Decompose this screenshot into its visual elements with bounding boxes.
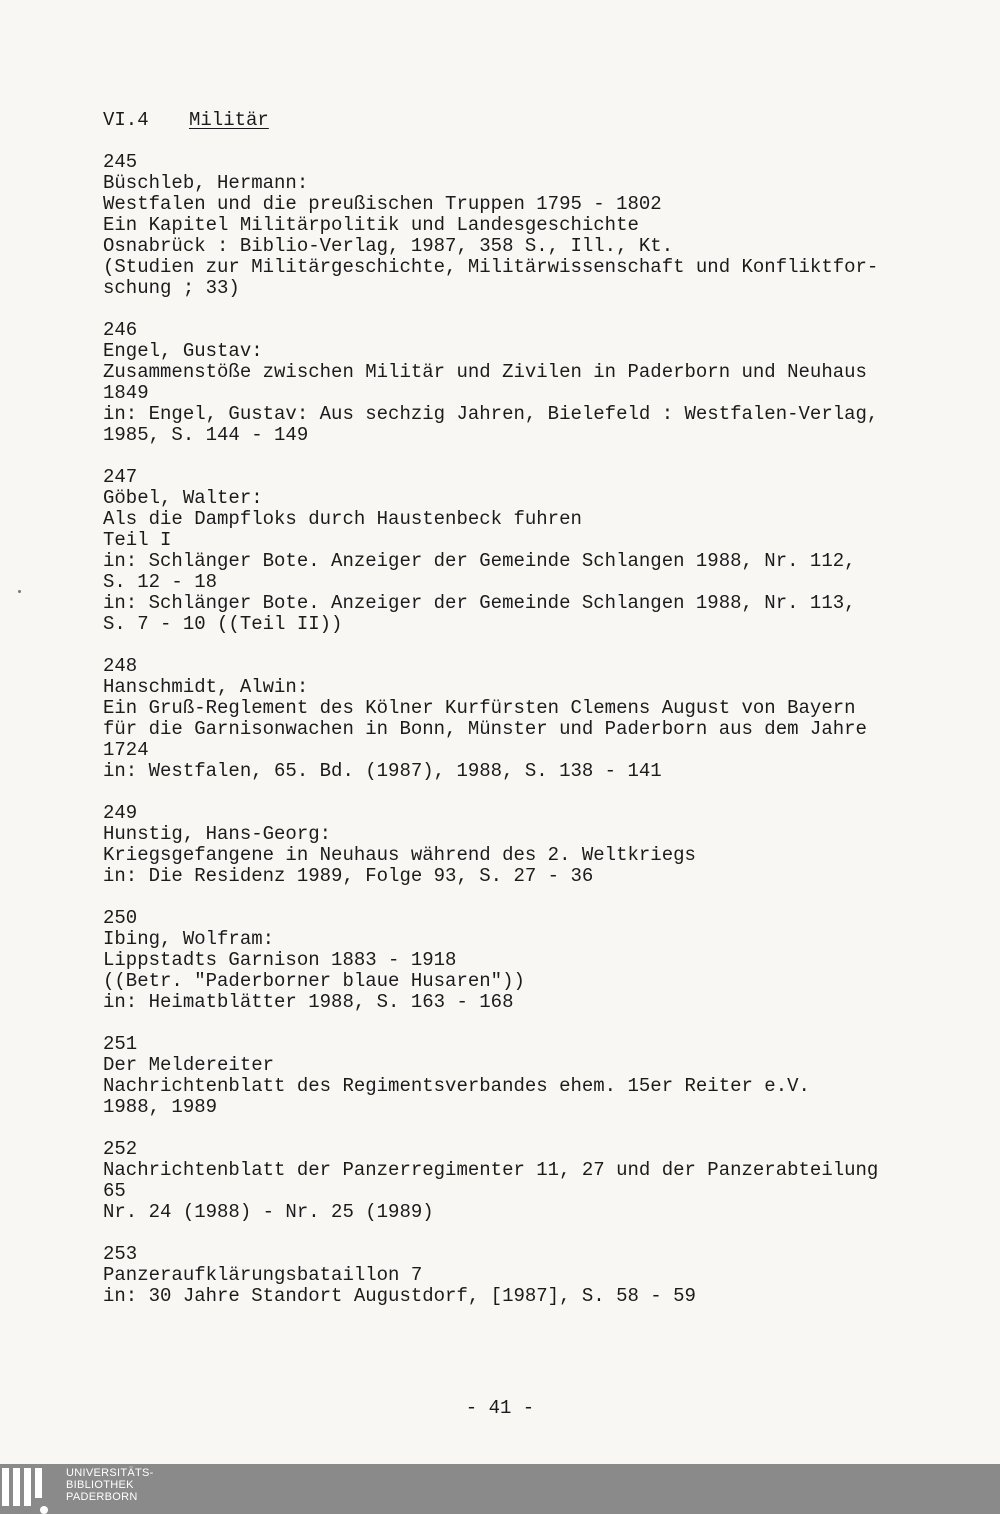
- entry-number: 253: [103, 1243, 138, 1265]
- entry-line: S. 12 - 18: [103, 571, 218, 593]
- entry-line: Ein Kapitel Militärpolitik und Landesgeschichte: [103, 214, 639, 236]
- entry-line: Zusammenstöße zwischen Militär und Zivilen in Paderborn und Neuhaus: [103, 361, 867, 383]
- entry-number: 248: [103, 655, 138, 677]
- bibliography-list: [103, 152, 963, 1328]
- entry-line: Lippstadts Garnison 1883 - 1918: [103, 949, 457, 971]
- bibliography-entry: [103, 908, 963, 1013]
- scan-speck: [18, 590, 21, 593]
- entry-line: (Studien zur Militärgeschichte, Militärwissenschaft und Konfliktfor-: [103, 256, 879, 278]
- entry-number: 246: [103, 319, 138, 341]
- entry-line: in: Heimatblätter 1988, S. 163 - 168: [103, 991, 514, 1013]
- entry-line: Als die Dampfloks durch Haustenbeck fuhren: [103, 508, 582, 530]
- entry-line: 1988, 1989: [103, 1096, 218, 1118]
- entry-line: Nr. 24 (1988) - Nr. 25 (1989): [103, 1201, 434, 1223]
- entry-line: 1985, S. 144 - 149: [103, 424, 309, 446]
- entry-number: 245: [103, 151, 138, 173]
- entry-line: Ein Gruß-Reglement des Kölner Kurfürsten Clemens August von Bayern: [103, 697, 856, 719]
- bibliography-entry: [103, 803, 963, 887]
- entry-line: in: 30 Jahre Standort Augustdorf, [1987], S. 58 - 59: [103, 1285, 696, 1307]
- entry-line: Panzeraufklärungsbataillon 7: [103, 1264, 423, 1286]
- entry-line: ((Betr. "Paderborner blaue Husaren")): [103, 970, 525, 992]
- entry-line: schung ; 33): [103, 277, 240, 299]
- section-title: Militär: [189, 109, 269, 131]
- bibliography-entry: [103, 1034, 963, 1118]
- entry-number: 251: [103, 1033, 138, 1055]
- entry-line: in: Schlänger Bote. Anzeiger der Gemeinde Schlangen 1988, Nr. 112,: [103, 550, 856, 572]
- entry-line: Nachrichtenblatt der Panzerregimenter 11, 27 und der Panzerabteilung: [103, 1159, 879, 1181]
- entry-line: Engel, Gustav:: [103, 340, 263, 362]
- library-logo-text: [66, 1467, 154, 1503]
- entry-line: Osnabrück : Biblio-Verlag, 1987, 358 S., Ill., Kt.: [103, 235, 674, 257]
- logo-line: BIBLIOTHEK: [66, 1479, 134, 1491]
- bibliography-entry: [103, 152, 963, 299]
- logo-line: PADERBORN: [66, 1491, 138, 1503]
- library-logo-icon: [0, 1466, 58, 1510]
- library-footer-bar: [0, 1464, 1000, 1514]
- entry-line: 1849: [103, 382, 149, 404]
- page-number: - 41 -: [465, 1397, 535, 1419]
- entry-line: in: Schlänger Bote. Anzeiger der Gemeinde Schlangen 1988, Nr. 113,: [103, 592, 856, 614]
- entry-line: 1724: [103, 739, 149, 761]
- entry-number: 247: [103, 466, 138, 488]
- entry-line: 65: [103, 1180, 126, 1202]
- entry-line: Teil I: [103, 529, 172, 551]
- bibliography-entry: [103, 1139, 963, 1223]
- entry-line: für die Garnisonwachen in Bonn, Münster und Paderborn aus dem Jahre: [103, 718, 867, 740]
- entry-line: Kriegsgefangene in Neuhaus während des 2. Weltkriegs: [103, 844, 696, 866]
- entry-line: Hunstig, Hans-Georg:: [103, 823, 332, 845]
- bibliography-entry: [103, 467, 963, 635]
- bibliography-entry: [103, 320, 963, 446]
- entry-line: in: Die Residenz 1989, Folge 93, S. 27 - 36: [103, 865, 594, 887]
- entry-number: 250: [103, 907, 138, 929]
- bibliography-entry: [103, 1244, 963, 1307]
- logo-line: UNIVERSITÄTS-: [66, 1467, 154, 1479]
- entry-number: 252: [103, 1138, 138, 1160]
- entry-line: S. 7 - 10 ((Teil II)): [103, 613, 343, 635]
- section-number: VI.4: [103, 109, 149, 131]
- entry-number: 249: [103, 802, 138, 824]
- entry-line: Westfalen und die preußischen Truppen 1795 - 1802: [103, 193, 662, 215]
- bibliography-entry: [103, 656, 963, 782]
- entry-line: Der Meldereiter: [103, 1054, 275, 1076]
- entry-line: in: Westfalen, 65. Bd. (1987), 1988, S. 138 - 141: [103, 760, 662, 782]
- entry-line: Nachrichtenblatt des Regimentsverbandes ehem. 15er Reiter e.V.: [103, 1075, 810, 1097]
- entry-line: Ibing, Wolfram:: [103, 928, 275, 950]
- entry-line: Büschleb, Hermann:: [103, 172, 309, 194]
- entry-line: in: Engel, Gustav: Aus sechzig Jahren, Bielefeld : Westfalen-Verlag,: [103, 403, 879, 425]
- entry-line: Göbel, Walter:: [103, 487, 263, 509]
- entry-line: Hanschmidt, Alwin:: [103, 676, 309, 698]
- section-heading: [103, 108, 269, 132]
